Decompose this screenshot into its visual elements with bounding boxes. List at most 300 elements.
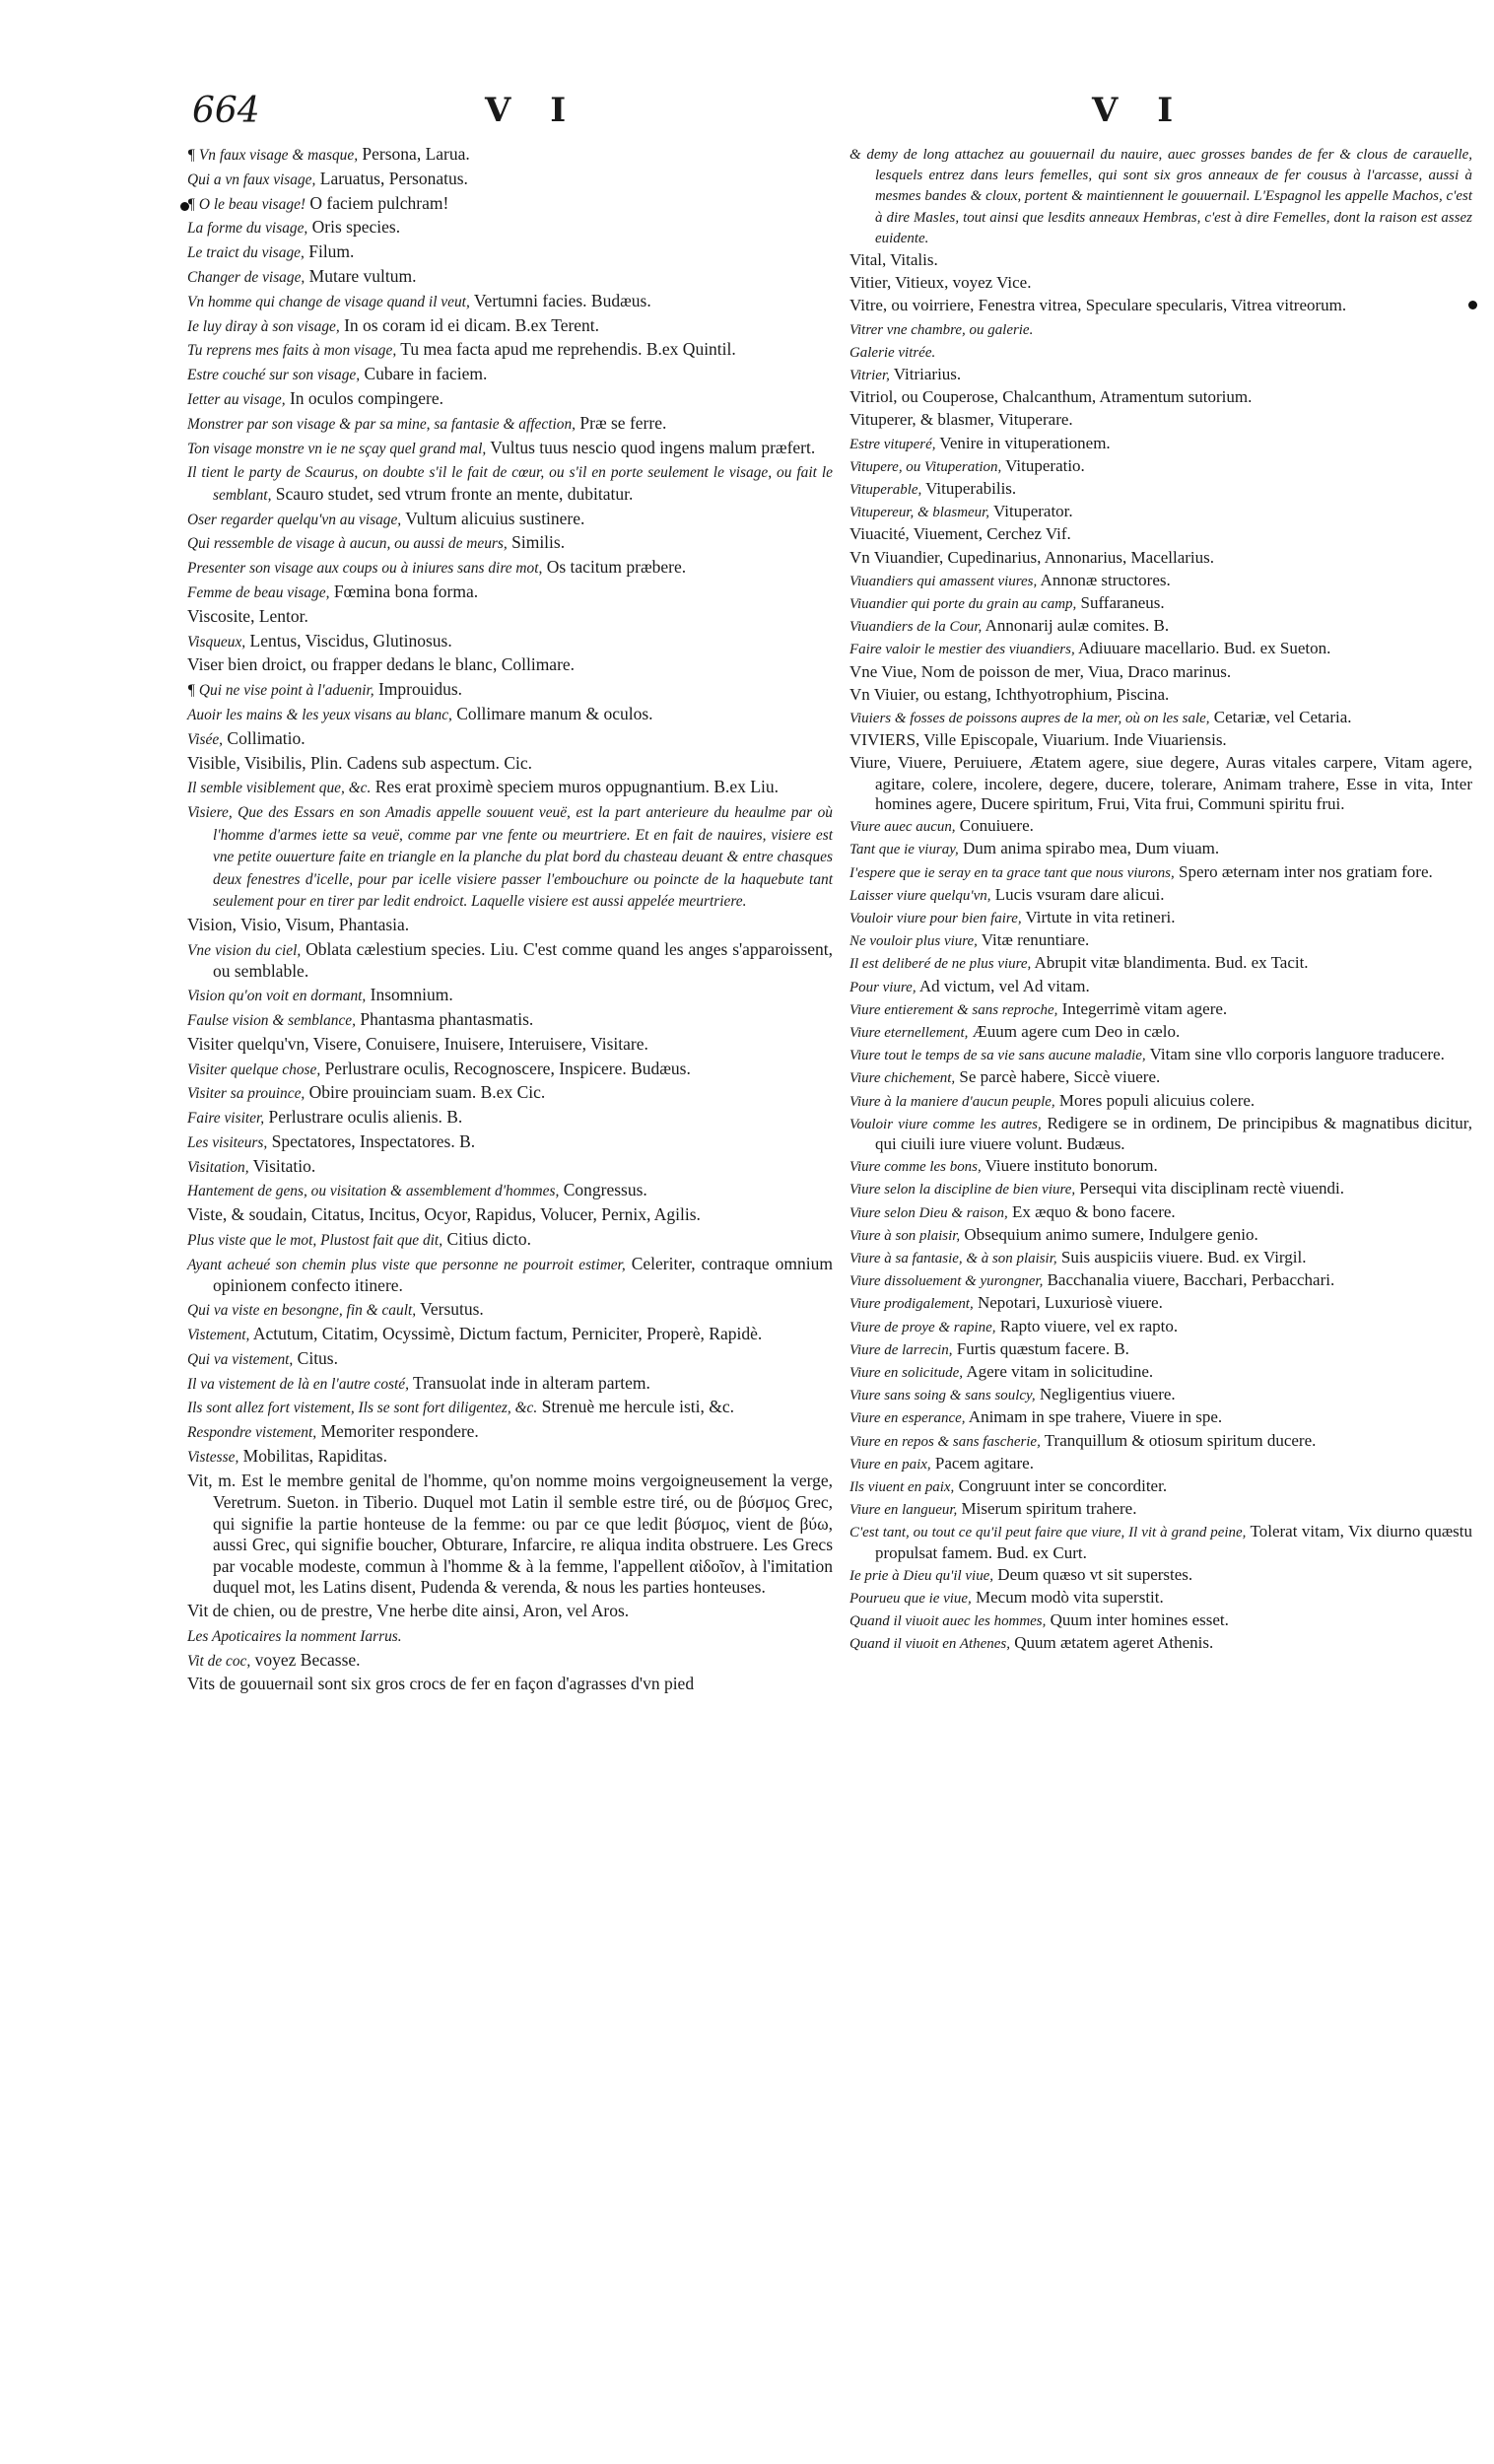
latin-translation: Pacem agitare. bbox=[930, 1453, 1034, 1472]
latin-translation: Mores populi alicuius colere. bbox=[1054, 1090, 1256, 1110]
french-phrase: Viuandiers qui amassent viures, bbox=[849, 573, 1038, 589]
french-phrase: Tu reprens mes faits à mon visage, bbox=[187, 342, 397, 360]
latin-translation: Nepotari, Luxuriosè viuere. bbox=[973, 1293, 1163, 1313]
dictionary-entry bbox=[849, 1317, 1472, 1337]
latin-translation: Citus. bbox=[293, 1347, 338, 1368]
dictionary-entry bbox=[187, 438, 833, 460]
latin-translation: Se parcè habere, Siccè viuere. bbox=[955, 1067, 1161, 1087]
french-phrase: Les visiteurs, bbox=[187, 1133, 268, 1151]
dictionary-entry bbox=[187, 1299, 833, 1322]
dictionary-entry bbox=[187, 144, 833, 167]
dictionary-entry bbox=[187, 728, 833, 751]
french-phrase: Viuandiers de la Cour, bbox=[849, 619, 983, 636]
dictionary-entry bbox=[849, 1610, 1472, 1631]
dictionary-entry bbox=[849, 273, 1472, 294]
latin-translation: Mecum modò vita superstit. bbox=[971, 1588, 1164, 1607]
latin-translation: Vitier, Vitieux, voyez Vice. bbox=[849, 273, 1032, 293]
latin-translation: Deum quæso vt sit superstes. bbox=[993, 1564, 1193, 1584]
dictionary-entry bbox=[187, 679, 833, 702]
dictionary-entry bbox=[187, 193, 833, 216]
dictionary-entry bbox=[849, 662, 1472, 683]
french-phrase: Ton visage monstre vn ie ne sçay quel grand mal, bbox=[187, 440, 487, 457]
dictionary-entry bbox=[849, 1431, 1472, 1452]
french-phrase: Vistement, bbox=[187, 1326, 250, 1343]
latin-translation: Bacchanalia viuere, Bacchari, Perbacchari. bbox=[1043, 1270, 1335, 1290]
french-phrase: Visiter sa prouince, bbox=[187, 1085, 306, 1103]
latin-translation: Suffaraneus. bbox=[1076, 593, 1165, 613]
dictionary-entry bbox=[187, 291, 833, 313]
latin-translation: Filum. bbox=[304, 241, 355, 262]
dictionary-entry bbox=[849, 816, 1472, 837]
french-phrase: Viure chichement, bbox=[849, 1070, 956, 1087]
dictionary-entry bbox=[849, 1022, 1472, 1043]
latin-translation: Vultus tuus nescio quod ingens malum præfert. bbox=[486, 437, 816, 457]
french-phrase: Visqueux, bbox=[187, 633, 246, 650]
latin-translation: Spectatores, Inspectatores. B. bbox=[267, 1130, 476, 1151]
french-phrase: Vision qu'on voit en dormant, bbox=[187, 988, 367, 1005]
french-phrase: Viure tout le temps de sa vie sans aucune maladie, bbox=[849, 1048, 1146, 1064]
french-phrase: I'espere que ie seray en ta grace tant que nous viurons, bbox=[849, 864, 1175, 881]
latin-translation: Vituperator. bbox=[989, 502, 1073, 521]
french-phrase: Viure à la maniere d'aucun peuple, bbox=[849, 1093, 1055, 1110]
latin-translation: Vit, m. Est le membre genital de l'homme, qu'on nomme moins vergoigneusement la verge, Veretrum. Sueton. in Tiberio. Duquel mot Latin il semble estre tiré, ou de βύσμος Grec, qui signifie la partie honteuse de la femme: ou par ce que ledit βύσμος, vient de βύω, aussi Grec, qui signifie boucher, Obturare, Infarcire, re aliqua indita obstruere. Les Grecs par vocable modeste, commun à l'homme & à la femme, l'appellent αἰδοῖον, à l'imitation duquel mot, les Latins disent, Pudenda & verenda, & nous les parties honteuses. bbox=[187, 1470, 833, 1598]
latin-translation: Animam in spe trahere, Viuere in spe. bbox=[965, 1407, 1223, 1427]
latin-translation: Vitriarius. bbox=[889, 365, 962, 384]
dictionary-entry bbox=[849, 1202, 1472, 1223]
dictionary-entry bbox=[849, 1339, 1472, 1360]
french-phrase: Qui ressemble de visage à aucun, ou aussi de meurs, bbox=[187, 535, 508, 553]
dictionary-entry bbox=[187, 315, 833, 338]
french-phrase: Viure eternellement, bbox=[849, 1024, 969, 1041]
dictionary-entry bbox=[187, 1082, 833, 1105]
latin-translation: Persequi vita disciplinam rectè viuendi. bbox=[1075, 1179, 1344, 1198]
dictionary-entry bbox=[187, 777, 833, 799]
latin-translation: Versutus. bbox=[416, 1299, 484, 1320]
french-phrase: Vit de coc, bbox=[187, 1652, 251, 1670]
dictionary-entry bbox=[187, 1034, 833, 1057]
dictionary-entry bbox=[849, 342, 1472, 363]
french-phrase: Ils sont allez fort vistement, Ils se sont fort diligentez, &c. bbox=[187, 1400, 538, 1417]
dictionary-entry bbox=[187, 1009, 833, 1032]
french-phrase: Presenter son visage aux coups ou à iniures sans dire mot, bbox=[187, 560, 543, 578]
dictionary-entry bbox=[187, 939, 833, 983]
page-number: 664 bbox=[192, 91, 260, 131]
dictionary-entry bbox=[187, 1373, 833, 1396]
latin-translation: Tolerat vitam, Vix diurno quæstu propulsat famem. Bud. ex Curt. bbox=[875, 1522, 1472, 1562]
french-phrase: Viure selon la discipline de bien viure, bbox=[849, 1182, 1076, 1198]
dictionary-entry bbox=[187, 169, 833, 191]
dictionary-entry bbox=[187, 1180, 833, 1202]
french-phrase: ¶ Qui ne vise point à l'aduenir, bbox=[187, 682, 374, 700]
latin-translation: Oblata cælestium species. Liu. C'est comme quand les anges s'apparoissent, ou semblable. bbox=[213, 938, 834, 982]
dictionary-entry bbox=[849, 885, 1472, 906]
latin-translation: VIVIERS, Ville Episcopale, Viuarium. Inde Viuariensis. bbox=[849, 730, 1227, 750]
latin-translation: Persona, Larua. bbox=[358, 144, 470, 164]
latin-translation: Quum ætatem ageret Athenis. bbox=[1009, 1633, 1214, 1653]
french-phrase: Les Apoticaires la nomment Iarrus. bbox=[187, 1627, 402, 1645]
latin-translation: Spero æternam inter nos gratiam fore. bbox=[1174, 861, 1433, 881]
latin-translation: Perlustrare oculis, Recognoscere, Inspicere. Budæus. bbox=[320, 1058, 691, 1078]
latin-translation: Præ se ferre. bbox=[576, 412, 667, 433]
french-phrase: Viure de proye & rapine, bbox=[849, 1319, 996, 1335]
dictionary-entry bbox=[849, 1407, 1472, 1428]
dictionary-entry bbox=[187, 217, 833, 240]
latin-translation: Actutum, Citatim, Ocyssimè, Dictum factum, Perniciter, Properè, Rapidè. bbox=[249, 1323, 763, 1343]
latin-translation: Lentus, Viscidus, Glutinosus. bbox=[245, 630, 452, 650]
french-phrase: Galerie vitrée. bbox=[849, 344, 936, 361]
dictionary-entry bbox=[849, 930, 1472, 951]
latin-translation: Viser bien droict, ou frapper dedans le blanc, Collimare. bbox=[187, 654, 576, 675]
dictionary-entry bbox=[849, 571, 1472, 591]
latin-translation: Viste, & soudain, Citatus, Incitus, Ocyor, Rapidus, Volucer, Pernix, Agilis. bbox=[187, 1204, 701, 1225]
latin-translation: Viure, Viuere, Peruiuere, Ætatem agere, siue degere, Auras vitales carpere, Vitam agere, agitare, colere, incolere, degere, ducere, tolerare, Animam trahere, Esse in vita, Inter homines agere, Ducere spiritum, Frui, Vita frui, Communi spiritu frui. bbox=[849, 753, 1472, 813]
dictionary-entry bbox=[849, 1565, 1472, 1586]
latin-translation: Phantasma phantasmatis. bbox=[355, 1008, 534, 1029]
dictionary-entry bbox=[187, 1254, 833, 1297]
latin-translation: Vitæ renuntiare. bbox=[977, 930, 1090, 950]
french-phrase: Viure entierement & sans reproche, bbox=[849, 1001, 1058, 1018]
dictionary-entry bbox=[849, 862, 1472, 883]
dictionary-entry bbox=[849, 685, 1472, 706]
dictionary-entry bbox=[187, 582, 833, 604]
latin-translation: Viscosite, Lentor. bbox=[187, 605, 308, 626]
dictionary-entry bbox=[849, 1225, 1472, 1246]
dictionary-entry bbox=[849, 1362, 1472, 1383]
french-phrase: Ne vouloir plus viure, bbox=[849, 933, 978, 950]
latin-translation: Congruunt inter se concorditer. bbox=[954, 1475, 1168, 1495]
dictionary-entry bbox=[187, 266, 833, 289]
french-phrase: Femme de beau visage, bbox=[187, 584, 330, 602]
dictionary-entry bbox=[187, 1650, 833, 1673]
french-phrase: Vouloir viure pour bien faire, bbox=[849, 910, 1022, 926]
dictionary-entry bbox=[187, 1471, 833, 1599]
french-phrase: Viure en esperance, bbox=[849, 1410, 966, 1427]
latin-translation: Vitre, ou voirriere, Fenestra vitrea, Speculare specularis, Vitrea vitreorum. bbox=[849, 296, 1347, 315]
left-column bbox=[187, 144, 833, 1698]
dictionary-entry bbox=[849, 1588, 1472, 1608]
latin-translation: Mobilitas, Rapiditas. bbox=[238, 1445, 387, 1466]
latin-translation: Similis. bbox=[507, 532, 566, 553]
dictionary-entry bbox=[849, 548, 1472, 569]
dictionary-entry bbox=[187, 509, 833, 531]
french-phrase: Viure sans soing & sans soulcy, bbox=[849, 1388, 1036, 1404]
dictionary-entry bbox=[187, 1059, 833, 1081]
dictionary-entry bbox=[849, 524, 1472, 545]
french-phrase: Visiere, Que des Essars en son Amadis appelle souuent veuë, est la part anterieure du heaulme par où l'homme d'armes iette sa veuë, comme par vne fente ou meurtriere. Et en fait de nauires, visiere est vne petite ouuerture faite en triangle en la planche du plat bord du chasteau deuant & entre chasques deux fenestres d'icelle, pour par icelle visiere passer l'embouchure ou poincte de la haquebute tant seulement pour en tirer par ledit endroict. Laquelle visiere est aussi appelée meurtriere. bbox=[187, 804, 833, 911]
dictionary-entry bbox=[187, 388, 833, 411]
dictionary-entry bbox=[849, 1179, 1472, 1199]
latin-translation: Congressus. bbox=[559, 1180, 647, 1200]
french-phrase: Viure de larrecin, bbox=[849, 1341, 953, 1358]
latin-translation: Æuum agere cum Deo in cælo. bbox=[968, 1021, 1181, 1041]
dictionary-entry bbox=[849, 1293, 1472, 1314]
latin-translation: In oculos compingere. bbox=[285, 387, 443, 408]
dictionary-entry bbox=[849, 839, 1472, 859]
latin-translation: Obsequium animo sumere, Indulgere genio. bbox=[960, 1224, 1258, 1244]
french-phrase: Hantement de gens, ou visitation & assemblement d'hommes, bbox=[187, 1183, 560, 1200]
latin-translation: Cubare in faciem. bbox=[360, 364, 488, 384]
dictionary-entry bbox=[187, 704, 833, 726]
dictionary-entry bbox=[849, 250, 1472, 271]
latin-translation: Quum inter homines esset. bbox=[1046, 1610, 1229, 1630]
dictionary-entry bbox=[849, 479, 1472, 500]
latin-translation: Vituperabilis. bbox=[921, 479, 1017, 499]
dictionary-entry bbox=[187, 1324, 833, 1346]
french-phrase: Viuandier qui porte du grain au camp, bbox=[849, 596, 1077, 613]
dictionary-entry bbox=[849, 502, 1472, 522]
latin-translation: Celeriter, contraque omnium opinionem confecto itinere. bbox=[213, 1253, 833, 1296]
latin-translation: Annonæ structores. bbox=[1037, 570, 1171, 589]
dictionary-entry bbox=[187, 1674, 833, 1696]
dictionary-entry bbox=[187, 364, 833, 386]
french-phrase: La forme du visage, bbox=[187, 220, 308, 238]
french-phrase: Visée, bbox=[187, 730, 224, 748]
dictionary-entry bbox=[849, 434, 1472, 454]
latin-translation: Perlustrare oculis alienis. B. bbox=[264, 1107, 463, 1128]
dictionary-entry bbox=[187, 413, 833, 436]
latin-translation: Lucis vsuram dare alicui. bbox=[990, 884, 1165, 904]
latin-translation: Ex æquo & bono facere. bbox=[1007, 1201, 1176, 1221]
dictionary-entry bbox=[849, 296, 1472, 316]
french-phrase: Vitupereur, & blasmeur, bbox=[849, 505, 990, 521]
french-phrase: Vn homme qui change de visage quand il veut, bbox=[187, 293, 470, 310]
french-phrase: Viure en paix, bbox=[849, 1456, 931, 1472]
dictionary-entry bbox=[849, 1270, 1472, 1291]
french-phrase: Viure en solicitude, bbox=[849, 1364, 964, 1381]
french-phrase: Viure comme les bons, bbox=[849, 1159, 982, 1176]
latin-translation: Conuiuere. bbox=[955, 816, 1034, 836]
dictionary-entry bbox=[849, 410, 1472, 431]
dictionary-entry bbox=[187, 801, 833, 913]
french-phrase: Viure en repos & sans fascherie, bbox=[849, 1433, 1041, 1450]
french-phrase: Viure auec aucun, bbox=[849, 819, 956, 836]
french-phrase: Faire valoir le mestier des viuandiers, bbox=[849, 642, 1075, 658]
latin-translation: Vn Viuandier, Cupedinarius, Annonarius, Macellarius. bbox=[849, 547, 1215, 567]
french-phrase: Vitrer vne chambre, ou galerie. bbox=[849, 321, 1034, 338]
dictionary-entry bbox=[187, 1601, 833, 1623]
dictionary-entry bbox=[849, 953, 1472, 974]
dictionary-entry bbox=[187, 1397, 833, 1419]
french-phrase: Il est deliberé de ne plus viure, bbox=[849, 956, 1032, 973]
latin-translation: Cetariæ, vel Cetaria. bbox=[1209, 708, 1352, 727]
latin-translation: Vitam sine vllo corporis languore traducere. bbox=[1145, 1045, 1445, 1064]
latin-translation: voyez Becasse. bbox=[250, 1649, 361, 1670]
latin-translation: Ad victum, vel Ad vitam. bbox=[916, 976, 1090, 995]
french-phrase: Vouloir viure comme les autres, bbox=[849, 1116, 1042, 1132]
latin-translation: Fœmina bona forma. bbox=[329, 582, 479, 602]
dictionary-entry bbox=[849, 1067, 1472, 1088]
latin-translation: Venire in vituperationem. bbox=[935, 433, 1111, 452]
french-phrase: Estre couché sur son visage, bbox=[187, 367, 361, 384]
dictionary-entry bbox=[849, 908, 1472, 928]
latin-translation: Vitriol, ou Couperose, Chalcanthum, Atramentum sutorium. bbox=[849, 387, 1253, 407]
latin-translation: Vits de gouuernail sont six gros crocs de fer en façon d'agrasses d'vn pied bbox=[187, 1674, 695, 1694]
latin-translation: In os coram id ei dicam. B.ex Terent. bbox=[339, 314, 600, 335]
french-phrase: Il semble visiblement que, &c. bbox=[187, 780, 372, 797]
latin-translation: Miserum spiritum trahere. bbox=[957, 1499, 1137, 1519]
latin-translation: Vit de chien, ou de prestre, Vne herbe dite ainsi, Aron, vel Aros. bbox=[187, 1601, 630, 1621]
dictionary-entry bbox=[187, 1229, 833, 1252]
latin-translation: Visible, Visibilis, Plin. Cadens sub aspectum. Cic. bbox=[187, 752, 532, 773]
running-head-right: V I bbox=[1092, 91, 1188, 130]
french-phrase: Viure en langueur, bbox=[849, 1502, 958, 1519]
dictionary-entry bbox=[849, 1499, 1472, 1520]
dictionary-entry bbox=[849, 639, 1472, 659]
latin-translation: Strenuè me hercule isti, &c. bbox=[537, 1397, 734, 1417]
latin-translation: Citius dicto. bbox=[442, 1229, 531, 1250]
latin-translation: Res erat proximè speciem muros oppugnantium. B.ex Liu. bbox=[371, 777, 779, 797]
french-phrase: Vituperable, bbox=[849, 482, 922, 499]
french-phrase: Oser regarder quelqu'vn au visage, bbox=[187, 511, 402, 528]
french-phrase: Pourueu que ie viue, bbox=[849, 1591, 972, 1607]
latin-translation: Dum anima spirabo mea, Dum viuam. bbox=[958, 839, 1220, 858]
latin-translation: Tranquillum & otiosum spiritum ducere. bbox=[1040, 1430, 1317, 1450]
dictionary-entry bbox=[187, 1348, 833, 1371]
dictionary-entry bbox=[849, 1114, 1472, 1154]
dictionary-entry bbox=[849, 616, 1472, 637]
latin-translation: O faciem pulchram! bbox=[306, 192, 449, 213]
french-phrase: Laisser viure quelqu'vn, bbox=[849, 887, 991, 904]
dictionary-entry bbox=[849, 1633, 1472, 1654]
page-header bbox=[0, 91, 1494, 140]
french-phrase: Vitrier, bbox=[849, 368, 890, 384]
latin-translation: Negligentius viuere. bbox=[1035, 1385, 1176, 1404]
latin-translation: Transuolat inde in alteram partem. bbox=[408, 1372, 650, 1393]
dictionary-entry bbox=[187, 915, 833, 937]
latin-translation: Redigere se in ordinem, De principibus & magnatibus dicitur, qui ciuili iure viuere volunt. Budæus. bbox=[875, 1113, 1472, 1153]
latin-translation: Integerrimè vitam agere. bbox=[1057, 998, 1228, 1018]
latin-translation: Vituperatio. bbox=[1001, 455, 1085, 475]
french-phrase: Viure à sa fantasie, & à son plaisir, bbox=[849, 1250, 1057, 1266]
french-phrase: Qui va viste en besongne, fin & cault, bbox=[187, 1302, 417, 1320]
latin-translation: Improuidus. bbox=[374, 679, 463, 700]
dictionary-entry bbox=[187, 1156, 833, 1179]
french-phrase: Viure à son plaisir, bbox=[849, 1227, 961, 1244]
french-phrase: Ietter au visage, bbox=[187, 390, 286, 408]
french-phrase: Estre vituperé, bbox=[849, 436, 936, 452]
running-head-left: V I bbox=[485, 91, 580, 130]
dictionary-entry bbox=[849, 999, 1472, 1020]
french-phrase: Visiter quelque chose, bbox=[187, 1061, 321, 1078]
latin-translation: Collimare manum & oculos. bbox=[451, 704, 653, 724]
latin-translation: Obire prouinciam suam. B.ex Cic. bbox=[305, 1082, 546, 1103]
french-phrase: Vistesse, bbox=[187, 1448, 239, 1466]
french-phrase: Monstrer par son visage & par sa mine, sa fantasie & affection, bbox=[187, 415, 577, 433]
latin-translation: Laruatus, Personatus. bbox=[315, 168, 468, 188]
dictionary-entry bbox=[187, 1421, 833, 1444]
french-phrase: Pour viure, bbox=[849, 979, 917, 995]
latin-translation: Vertumni facies. Budæus. bbox=[469, 290, 651, 310]
dictionary-entry bbox=[849, 1385, 1472, 1405]
dictionary-entry bbox=[187, 1446, 833, 1469]
french-phrase: ¶ Vn faux visage & masque, bbox=[187, 147, 359, 164]
dictionary-entry bbox=[187, 631, 833, 653]
dictionary-entry bbox=[849, 456, 1472, 477]
french-phrase: Qui va vistement, bbox=[187, 1350, 294, 1368]
french-phrase: Faire visiter, bbox=[187, 1110, 265, 1128]
french-phrase: Tant que ie viuray, bbox=[849, 842, 959, 858]
dictionary-entry bbox=[187, 753, 833, 776]
dictionary-entry bbox=[187, 985, 833, 1007]
french-phrase: Qui a vn faux visage, bbox=[187, 171, 316, 188]
dictionary-entry bbox=[849, 1045, 1472, 1065]
dictionary-entry bbox=[849, 753, 1472, 814]
french-phrase: Ayant acheué son chemin plus viste que personne ne pourroit estimer, bbox=[187, 1256, 626, 1273]
french-phrase: ¶ O le beau visage! bbox=[187, 195, 306, 213]
latin-translation: Os tacitum præbere. bbox=[542, 557, 687, 578]
french-phrase: Viure selon Dieu & raison, bbox=[849, 1204, 1008, 1221]
latin-translation: Rapto viuere, vel ex rapto. bbox=[995, 1316, 1179, 1335]
french-phrase: Auoir les mains & les yeux visans au blanc, bbox=[187, 707, 452, 724]
dictionary-entry bbox=[187, 241, 833, 264]
latin-translation: Vne Viue, Nom de poisson de mer, Viua, Draco marinus. bbox=[849, 661, 1232, 681]
latin-translation: Visitatio. bbox=[248, 1155, 316, 1176]
french-phrase: Il tient le party de Scaurus, on doubte s'il le fait de cœur, ou s'il en porte seulement le visage, ou fait le semblant, bbox=[187, 464, 833, 504]
french-phrase: Ils viuent en paix, bbox=[849, 1478, 955, 1495]
dictionary-entry bbox=[849, 387, 1472, 408]
latin-translation: Vultum alicuius sustinere. bbox=[401, 508, 585, 528]
latin-translation: Suis auspiciis viuere. Bud. ex Virgil. bbox=[1056, 1247, 1307, 1266]
dictionary-entry bbox=[849, 1476, 1472, 1497]
dictionary-entry bbox=[849, 365, 1472, 385]
dictionary-entry bbox=[187, 654, 833, 677]
latin-translation: Viuere instituto bonorum. bbox=[981, 1156, 1158, 1176]
dictionary-entry bbox=[849, 1156, 1472, 1177]
latin-translation: Abrupit vitæ blandimenta. Bud. ex Tacit. bbox=[1031, 953, 1309, 973]
french-phrase: Il va vistement de là en l'autre costé, bbox=[187, 1375, 409, 1393]
dictionary-entry bbox=[187, 1131, 833, 1154]
dictionary-entry bbox=[187, 461, 833, 506]
latin-translation: Vital, Vitalis. bbox=[849, 250, 938, 270]
dictionary-entry bbox=[187, 1625, 833, 1648]
dictionary-entry bbox=[849, 593, 1472, 614]
french-phrase: C'est tant, ou tout ce qu'il peut faire que viure, Il vit à grand peine, bbox=[849, 1525, 1247, 1541]
latin-translation: Vision, Visio, Visum, Phantasia. bbox=[187, 915, 410, 935]
dictionary-entry bbox=[187, 606, 833, 629]
dictionary-entry bbox=[187, 557, 833, 580]
right-column bbox=[849, 144, 1472, 1657]
latin-translation: Adiuuare macellario. Bud. ex Sueton. bbox=[1074, 639, 1331, 658]
french-phrase: Vne vision du ciel, bbox=[187, 941, 302, 959]
french-phrase: Respondre vistement, bbox=[187, 1424, 317, 1442]
latin-translation: Agere vitam in solicitudine. bbox=[963, 1361, 1154, 1381]
dictionary-entry bbox=[849, 144, 1472, 248]
dictionary-entry bbox=[187, 339, 833, 362]
french-phrase: Viuiers & fosses de poissons aupres de la mer, où on les sale, bbox=[849, 711, 1210, 727]
latin-translation: Collimatio. bbox=[223, 727, 306, 748]
latin-translation: Scauro studet, sed vtrum fronte an mente, dubitatur. bbox=[271, 483, 634, 504]
latin-translation: Mutare vultum. bbox=[305, 265, 417, 286]
french-phrase: Faulse vision & semblance, bbox=[187, 1011, 356, 1029]
latin-translation: Oris species. bbox=[307, 217, 401, 238]
latin-translation: Virtute in vita retineri. bbox=[1021, 907, 1176, 926]
dictionary-entry bbox=[849, 1091, 1472, 1112]
latin-translation: Insomnium. bbox=[366, 985, 453, 1005]
dictionary-entry bbox=[187, 1107, 833, 1129]
french-phrase: Plus viste que le mot, Plustost fait que dit, bbox=[187, 1232, 443, 1250]
latin-translation: Viuacité, Viuement, Cerchez Vif. bbox=[849, 524, 1071, 544]
latin-translation: Vituperer, & blasmer, Vituperare. bbox=[849, 410, 1073, 430]
dictionary-entry bbox=[849, 1522, 1472, 1562]
latin-translation: Visiter quelqu'vn, Visere, Conuisere, Inuisere, Interuisere, Visitare. bbox=[187, 1033, 648, 1054]
dictionary-entry bbox=[849, 1454, 1472, 1474]
french-phrase: & demy de long attachez au gouuernail du nauire, auec grosses bandes de fer & clous de carauelle, lesquels entrez dans leurs femelles, qui sont six gros anneaux de fer cousus à l'arcasse, aussi à mesmes bandes & cloux, portent & maintiennent le gouuernail. L'Espagnol les appelle Machos, c'est à dire Masles, tout ainsi que lesdits anneaux Hembras, c'est à dire Femelles, dont la raison est assez euidente. bbox=[849, 147, 1472, 246]
dictionary-entry bbox=[187, 1204, 833, 1227]
latin-translation: Memoriter respondere. bbox=[316, 1421, 479, 1442]
french-phrase: Quand il viuoit en Athenes, bbox=[849, 1636, 1010, 1653]
french-phrase: Le traict du visage, bbox=[187, 244, 305, 262]
french-phrase: Changer de visage, bbox=[187, 268, 306, 286]
